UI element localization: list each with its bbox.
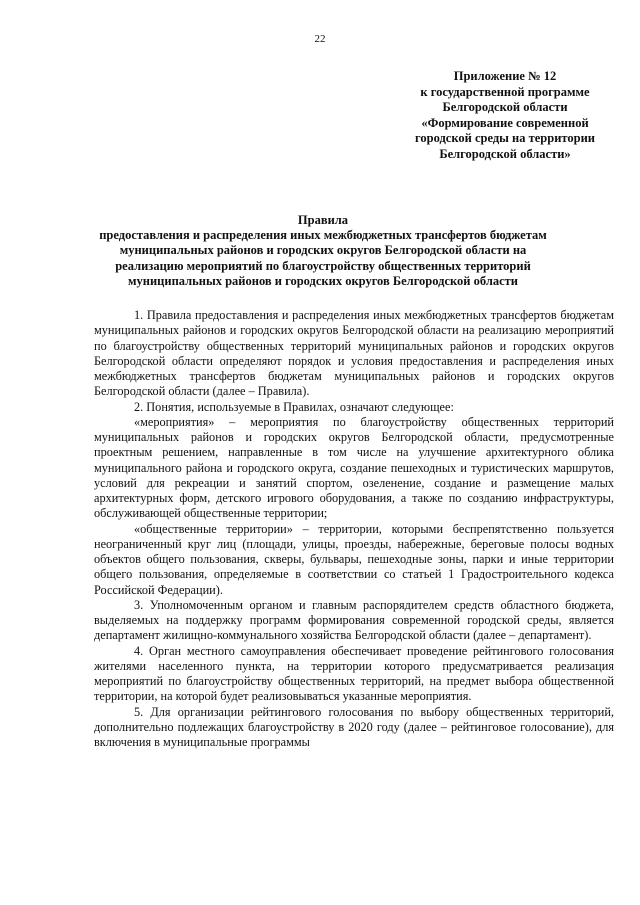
title-line: муниципальных районов и городских округов Белгородской области на bbox=[119, 243, 527, 258]
appendix-line: к государственной программе bbox=[420, 84, 590, 99]
document-body bbox=[94, 308, 614, 750]
document-title bbox=[88, 213, 558, 289]
title-heading: Правила bbox=[297, 213, 349, 227]
appendix-header bbox=[390, 69, 620, 162]
appendix-line: Белгородской области» bbox=[439, 146, 571, 161]
title-line: реализацию мероприятий по благоустройству общественных территорий bbox=[115, 258, 531, 273]
appendix-line: Белгородской области bbox=[442, 100, 568, 114]
paragraph-4: 4. Орган местного самоуправления обеспечивает проведение рейтингового голосования жителями населенного пункта, на территории которого предусматривается реализация мероприятий по благоустройству общественных территорий, на предмет выбора общественной территории, на которой будет реализовываться указанные мероприятия. bbox=[94, 643, 614, 704]
title-line: предоставления и распределения иных межбюджетных трансфертов бюджетам bbox=[99, 228, 547, 243]
definition-activities: «мероприятия» – мероприятия по благоустройству общественных территорий муниципальных районов и городских округов Белгородской области, предусмотренные проектным решением, направленные в том числе на улучшение архитектурного облика муниципального района и городского округа, создание пешеходных и туристических маршрутов, условий для рекреации и занятий спортом, озеленение, создание и размещение малых архитектурных форм, детского игрового оборудования, а также по созданию инфраструктуры, обслуживающей общественные территории; bbox=[94, 414, 614, 521]
paragraph-3: 3. Уполномоченным органом и главным распорядителем средств областного бюджета, выделяемых на поддержку программ формирования современной городской среды, является департамент жилищно-коммунального хозяйства Белгородской области (далее – департамент). bbox=[94, 597, 614, 643]
appendix-line: «Формирование современной bbox=[421, 115, 589, 130]
appendix-line: городской среды на территории bbox=[415, 131, 595, 145]
paragraph-5: 5. Для организации рейтингового голосования по выбору общественных территорий, дополнительно подлежащих благоустройству в 2020 году (далее – рейтинговое голосование), для включения в муниципальные программы bbox=[94, 704, 614, 749]
definition-public-territories: «общественные территории» – территории, которыми беспрепятственно пользуется неограниченный круг лиц (площади, улицы, проезды, набережные, береговые полосы водных объектов общего пользования, скверы, бульвары, пешеходные зоны, парки и иные территории общего пользования, определяемые в соответствии со статьей 1 Градостроительного кодекса Российской Федерации). bbox=[94, 521, 614, 597]
paragraph-1: 1. Правила предоставления и распределения иных межбюджетных трансфертов бюджетам муниципальных районов и городских округов Белгородской области на реализацию мероприятий по благоустройству общественных территорий муниципальных районов и городских округов Белгородской области определяют порядок и условия предоставления и распределения иных межбюджетных трансфертов бюджетам муниципальных районов и городских округов Белгородской области (далее – Правила). bbox=[94, 308, 614, 399]
page-number: 22 bbox=[314, 33, 326, 45]
paragraph-2: 2. Понятия, используемые в Правилах, означают следующее: bbox=[134, 399, 454, 414]
appendix-line: Приложение № 12 bbox=[453, 69, 557, 83]
title-line: муниципальных районов и городских округов Белгородской области bbox=[128, 273, 518, 288]
